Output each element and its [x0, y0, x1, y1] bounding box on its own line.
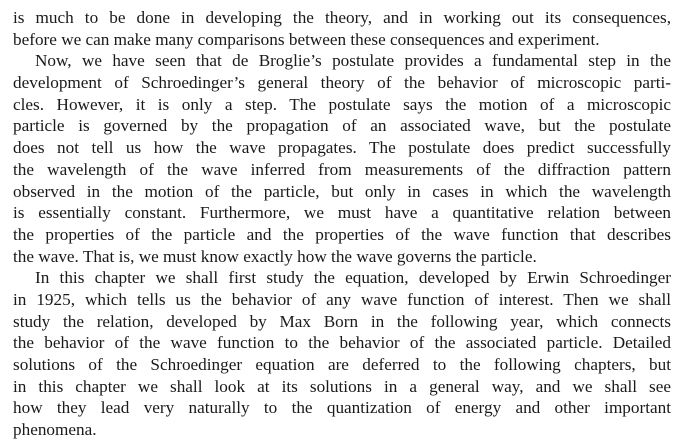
text-line: solutions of the Schroedinger equation are deferred to the following chapters, but — [13, 355, 671, 374]
text-line: the behavior of the wave function to the behavior of the associated particle. Detailed — [13, 333, 671, 353]
text-line: development of Schroedinger’s general theory of the behavior of microscopic parti- — [13, 73, 671, 93]
text-line: is essentially constant. Furthermore, we must have a quantitative relation between — [13, 203, 671, 223]
paragraph-3 — [13, 267, 671, 441]
text-line: in this chapter we shall look at its solutions in a general way, and we shall see — [13, 376, 671, 396]
document-page — [13, 7, 671, 441]
text-line: particle is governed by the propagation of an associated wave, but the postulate — [13, 116, 671, 136]
text-line: is much to be done in developing the theory, and in working out its consequences, — [13, 8, 671, 27]
text-line: before we can make many comparisons between these consequences and experiment. — [13, 29, 600, 49]
text-line: phenomena. — [13, 420, 97, 440]
text-line: in 1925, which tells us the behavior of any wave function of interest. Then we shall — [13, 289, 671, 309]
text-line: study the relation, developed by Max Born in the following year, which connects — [13, 311, 671, 331]
text-line: how they lead very naturally to the quantization of energy and other important — [13, 398, 671, 418]
paragraph-1 — [13, 7, 671, 50]
text-line: cles. However, it is only a step. The postulate says the motion of a microscopic — [13, 94, 671, 114]
text-line: the wavelength of the wave inferred from measurements of the diffraction pattern — [13, 159, 671, 179]
text-line: the properties of the particle and the properties of the wave function that describes — [13, 224, 671, 244]
text-line: In this chapter we shall first study the equation, developed by Erwin Schroedinger — [35, 268, 671, 288]
paragraph-2 — [13, 50, 671, 267]
text-line: Now, we have seen that de Broglie’s postulate provides a fundamental step in the — [35, 51, 671, 71]
text-line: the wave. That is, we must know exactly how the wave governs the particle. — [13, 246, 537, 266]
text-line: does not tell us how the wave propagates. The postulate does predict successfully — [13, 138, 671, 158]
text-line: observed in the motion of the particle, but only in cases in which the wavelength — [13, 181, 671, 201]
